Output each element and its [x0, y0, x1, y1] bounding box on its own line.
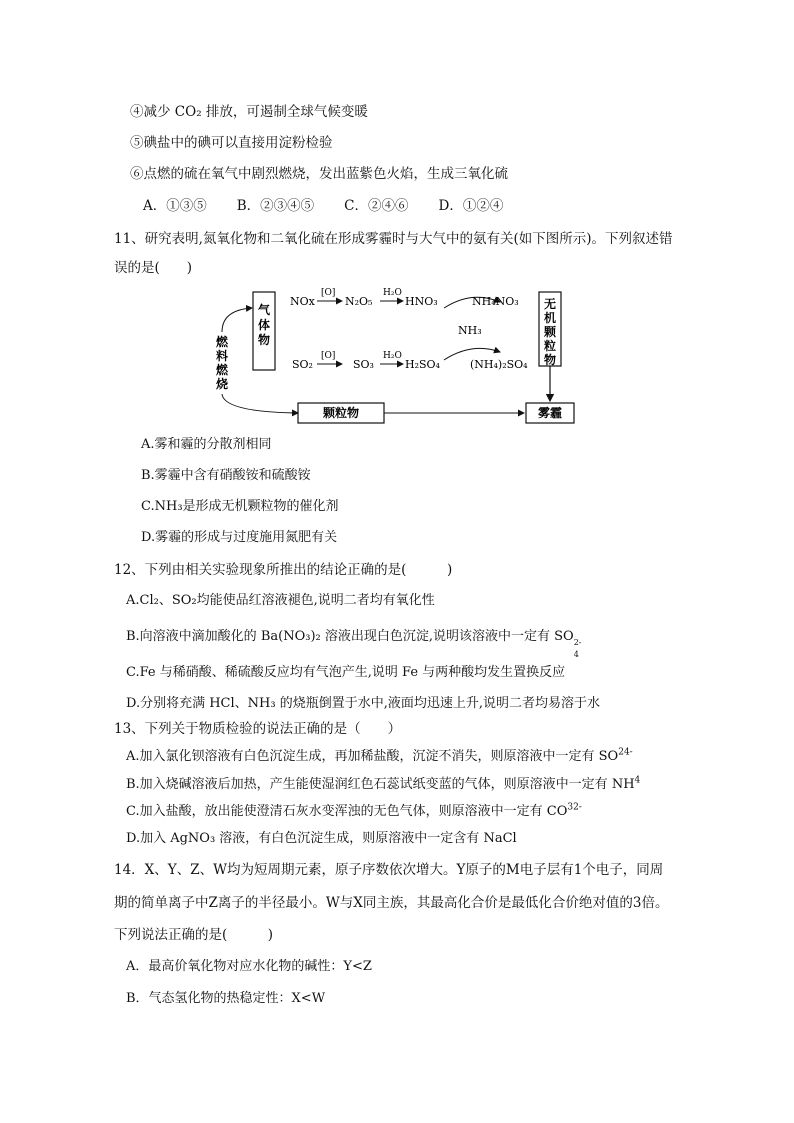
arrow-to-gas: [222, 308, 252, 332]
prev-option-a: A．①③⑤: [143, 198, 207, 214]
row2-h2so4: H₂SO₄: [405, 358, 440, 371]
statement-6: ⑥点燃的硫在氧气中剧烈燃烧，发出蓝紫色火焰，生成三氧化硫: [130, 166, 508, 182]
q11-option-c: C.NH₃是形成无机颗粒物的催化剂: [141, 499, 339, 514]
q11-option-a: A.雾和霾的分散剂相同: [141, 437, 272, 452]
q13-option-d: D.加入 AgNO₃ 溶液，有白色沉淀生成，则原溶液中一定含有 NaCl: [126, 831, 517, 846]
q13-stem: 13、下列关于物质检验的说法正确的是（ ）: [114, 721, 402, 737]
q11-stem-line2: 误的是( ): [114, 260, 193, 276]
inorganic-box-label: 无机颗粒物: [543, 297, 557, 367]
q11-stem-line1: 11、研究表明,氮氧化物和二氧化硫在形成雾霾时与大气中的氨有关(如下图所示)。下列叙述错: [114, 231, 673, 247]
q14-stem-line3: 下列说法正确的是( ): [114, 927, 274, 943]
q13-option-c: C.加入盐酸，放出能使澄清石灰水变浑浊的无色气体，则原溶液中一定有 $CO^{32-}$: [126, 802, 582, 819]
q13-option-a: A.加入氯化钡溶液有白色沉淀生成，再加稀盐酸，沉淀不消失，则原溶液中一定有 $SO^{24-}$: [126, 747, 633, 764]
gas-box-label: 气体物: [257, 303, 271, 347]
row2-so2: SO₂: [292, 358, 313, 371]
row2-so3: SO₃: [353, 358, 374, 371]
nh3-label: NH₃: [458, 324, 482, 337]
q14-stem-line2: 期的简单离子中Z离子的半径最小。W与X同主族，其最高化合价是最低化合价绝对值的3倍。: [114, 895, 669, 911]
q12-option-b-text: B.向溶液中滴加酸化的 Ba(NO₃)₂ 溶液出现白色沉淀,说明该溶液中一定有 SO: [126, 629, 574, 644]
haze-label: 雾霾: [537, 406, 563, 420]
particles-label: 颗粒物: [322, 406, 360, 420]
q12-option-a: A.Cl₂、SO₂均能使品红溶液褪色,说明二者均有氧化性: [126, 593, 435, 608]
combustion-label: 燃料燃烧: [215, 335, 229, 391]
haze-formation-diagram: [200, 282, 590, 430]
q13-option-b: B.加入烧碱溶液后加热，产生能使湿润红色石蕊试纸变蓝的气体，则原溶液中一定有 $NH^4$: [126, 775, 641, 792]
arrow-to-particles: [222, 394, 298, 413]
q12-option-c: C.Fe 与稀硝酸、稀硫酸反应均有气泡产生,说明 Fe 与两种酸均发生置换反应: [126, 665, 566, 680]
row1-n2o5: N₂O₅: [345, 295, 373, 308]
row1-water: H₂O: [383, 288, 402, 298]
q14-option-b: B．气态氢化物的热稳定性：X<W: [126, 991, 326, 1006]
row2-water: H₂O: [383, 351, 402, 361]
q14-stem-line1: 14．X、Y、Z、W均为短周期元素，原子序数依次增大。Y原子的M电子层有1个电子，同周: [114, 862, 664, 878]
row2-nh4-2so4: (NH₄)₂SO₄: [470, 358, 528, 371]
q11-option-b: B.雾霾中含有硝酸铵和硫酸铵: [141, 468, 311, 483]
q12-option-d: D.分别将充满 HCl、NH₃ 的烧瓶倒置于水中,液面均迅速上升,说明二者均易溶于水: [126, 696, 600, 711]
row1-hno3: HNO₃: [405, 295, 438, 308]
q11-option-d: D.雾霾的形成与过度施用氮肥有关: [141, 530, 338, 545]
q12-option-b: B.向溶液中滴加酸化的 Ba(NO₃)₂ 溶液出现白色沉淀,说明该溶液中一定有 SO 2- 4: [126, 629, 582, 659]
row1-nh4no3: NH₄NO₃: [472, 295, 519, 308]
q14-option-a: A．最高价氧化物对应水化物的碱性：Y<Z: [126, 959, 372, 974]
prev-option-b: B．②③④⑤: [236, 198, 315, 214]
q12-stem: 12、下列由相关实验现象所推出的结论正确的是( ): [114, 562, 453, 578]
statement-5: ⑤碘盐中的碘可以直接用淀粉检验: [130, 135, 333, 151]
row1-nox: NOx: [290, 295, 315, 308]
row1-oxidant: [O]: [321, 288, 336, 298]
row2-oxidant: [O]: [321, 351, 336, 361]
prev-option-d: D．①②④: [438, 198, 504, 214]
prev-options: [143, 197, 503, 215]
prev-option-c: C．②④⑥: [344, 198, 409, 214]
statement-4: ④减少 CO₂ 排放，可遏制全球气候变暖: [130, 104, 368, 120]
